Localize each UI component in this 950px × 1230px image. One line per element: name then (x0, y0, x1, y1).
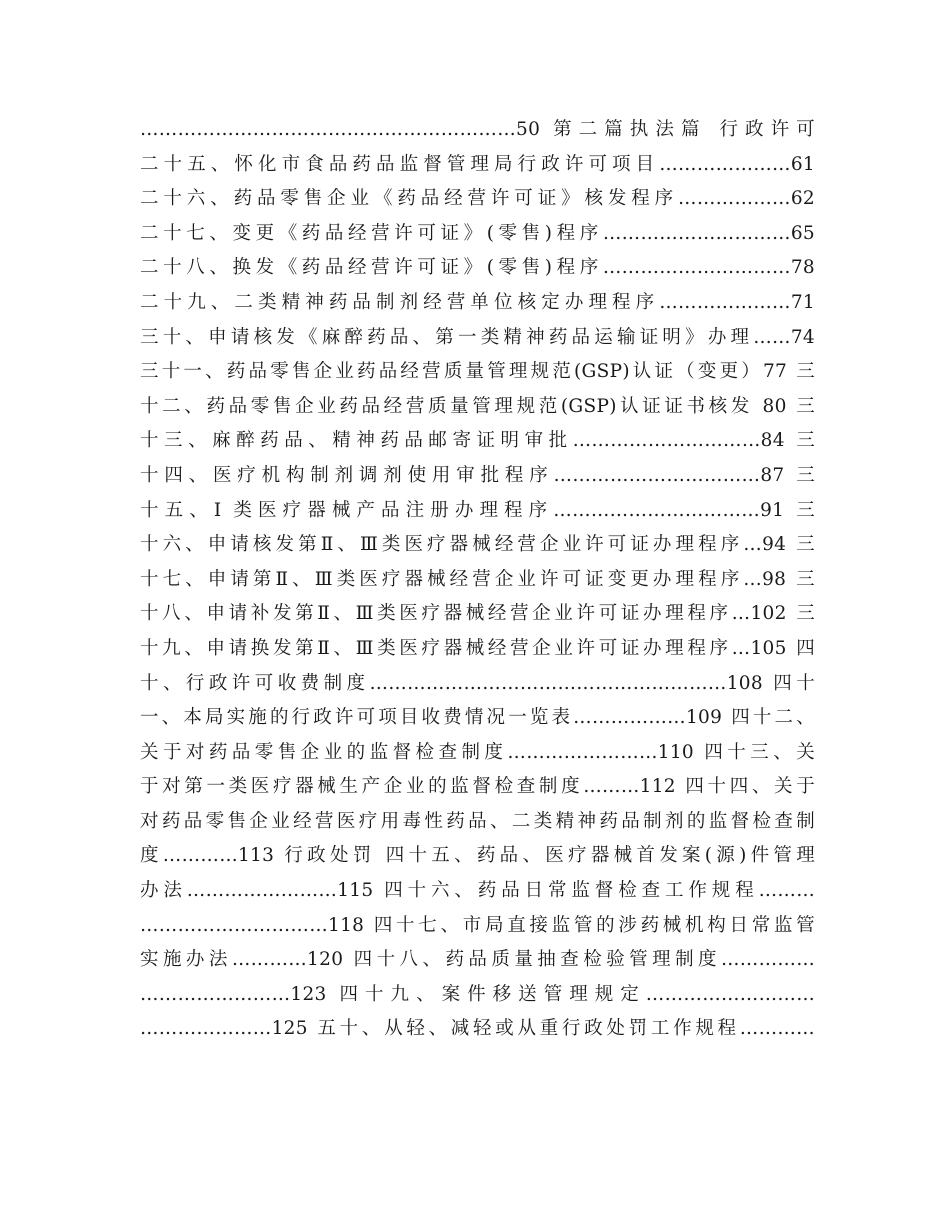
toc-line: 二十九、二类精神药品制剂经营单位核定办理程序…………………71 (140, 291, 815, 313)
toc-line: ……………………123 四十九、案件移送管理规定……………………… (140, 983, 815, 1005)
toc-line: 十八、申请补发第Ⅱ、Ⅲ类医疗器械经营企业许可证办理程序…102 三 (140, 603, 815, 625)
toc-line: ……………………………………………………50 第二篇执法篇 行政许可 (140, 119, 815, 140)
toc-line: 二十五、怀化市食品药品监督管理局行政许可项目…………………61 (140, 153, 815, 175)
toc-line: 关于对药品零售企业的监督检查制度……………………110 四十三、关 (140, 741, 815, 763)
toc-line: 十五、I 类医疗器械产品注册办理程序……………………………91 三 (140, 499, 815, 521)
toc-line: 二十八、换发《药品经营许可证》(零售)程序…………………………78 (140, 257, 815, 279)
toc-line: 一、本局实施的行政许可项目收费情况一览表………………109 四十二、 (140, 707, 815, 729)
toc-line: 十二、药品零售企业药品经营质量管理规范(GSP)认证证书核发 80 三 (140, 395, 815, 417)
toc-line: 十四、医疗机构制剂调剂使用审批程序……………………………87 三 (140, 464, 815, 486)
toc-line: 三十、申请核发《麻醉药品、第一类精神药品运输证明》办理……74 (140, 326, 815, 348)
toc-line: 办法……………………115 四十六、药品日常监督检查工作规程……… (140, 880, 815, 902)
toc-line: …………………125 五十、从轻、减轻或从重行政处罚工作规程………… (140, 1018, 815, 1040)
toc-line: 十六、申请核发第Ⅱ、Ⅲ类医疗器械经营企业许可证办理程序…94 三 (140, 534, 815, 556)
toc-line: 二十七、变更《药品经营许可证》(零售)程序…………………………65 (140, 222, 815, 244)
toc-line: 二十六、药品零售企业《药品经营许可证》核发程序………………62 (140, 188, 815, 210)
toc-line: 于对第一类医疗器械生产企业的监督检查制度………112 四十四、关于 (140, 776, 815, 798)
toc-line: 十三、麻醉药品、精神药品邮寄证明审批…………………………84 三 (140, 430, 815, 452)
toc-line: 十、行政许可收费制度…………………………………………………108 四十 (140, 672, 815, 694)
toc-line: 实施办法…………120 四十八、药品质量抽查检验管理制度…………… (140, 949, 815, 971)
toc-line: …………………………118 四十七、市局直接监管的涉药械机构日常监管 (140, 914, 815, 936)
toc-line: 十七、申请第Ⅱ、Ⅲ类医疗器械经营企业许可证变更办理程序…98 三 (140, 568, 815, 590)
toc-line: 对药品零售企业经营医疗用毒性药品、二类精神药品制剂的监督检查制 (140, 810, 815, 832)
toc-line: 三十一、药品零售企业药品经营质量管理规范(GSP)认证（变更）77 三 (140, 361, 815, 383)
toc-line: 度…………113 行政处罚 四十五、药品、医疗器械首发案(源)件管理 (140, 845, 815, 867)
toc-line: 十九、申请换发第Ⅱ、Ⅲ类医疗器械经营企业许可证办理程序…105 四 (140, 637, 815, 659)
toc-text-block (140, 113, 815, 1047)
